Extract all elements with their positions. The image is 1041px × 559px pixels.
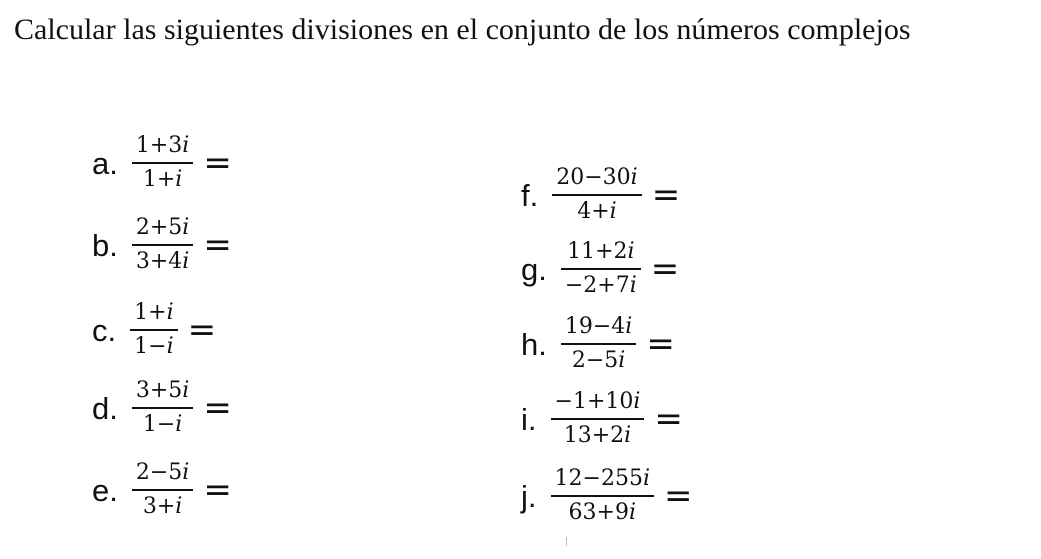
- equals-sign: =: [203, 470, 232, 510]
- fraction-denominator: 13+2i: [563, 423, 632, 448]
- fraction-numerator: 12−255i: [554, 466, 650, 491]
- fraction-denominator: 1+i: [142, 167, 183, 192]
- exercise-letter: b.: [92, 227, 118, 263]
- exercise-item: [521, 461, 692, 531]
- equals-sign: =: [646, 324, 675, 364]
- exercise-letter: e.: [92, 472, 118, 508]
- exercise-letter: g.: [521, 251, 547, 287]
- equals-sign: =: [654, 399, 683, 439]
- fraction-numerator: 2+5i: [135, 215, 190, 240]
- fraction-denominator: 3+i: [142, 494, 183, 519]
- exercise-item: [92, 373, 232, 443]
- exercise-item: [521, 309, 675, 379]
- exercise-item: [521, 234, 679, 304]
- equals-sign: =: [203, 225, 232, 265]
- fraction-numerator: 19−4i: [564, 314, 633, 339]
- equals-sign: =: [650, 249, 680, 289]
- exercise-letter: f.: [521, 177, 539, 213]
- fraction-numerator: 11+2i: [567, 239, 635, 264]
- fraction: [132, 378, 193, 438]
- fraction-numerator: 2−5i: [135, 460, 190, 485]
- fraction: [552, 165, 641, 225]
- exercise-item: [92, 295, 216, 365]
- fraction-numerator: 20−30i: [556, 165, 638, 190]
- exercise-letter: a.: [92, 145, 118, 181]
- fraction-numerator: −1+10i: [554, 389, 641, 414]
- fraction: [130, 300, 177, 360]
- fraction-denominator: 1−i: [134, 334, 174, 359]
- fraction-denominator: 2−5i: [571, 348, 626, 373]
- fraction-denominator: −2+7i: [564, 273, 637, 298]
- equals-sign: =: [203, 143, 232, 183]
- fraction-denominator: 1−i: [142, 412, 183, 437]
- exercise-letter: h.: [521, 326, 547, 362]
- exercise-letter: j.: [521, 478, 537, 514]
- exercise-item: [521, 384, 683, 454]
- equals-sign: =: [663, 476, 693, 516]
- exercise-item: [521, 160, 680, 230]
- exercise-item: [92, 128, 232, 198]
- exercise-letter: d.: [92, 390, 118, 426]
- fraction: [132, 133, 193, 193]
- equals-sign: =: [651, 175, 681, 215]
- exercise-letter: i.: [521, 401, 537, 437]
- fraction-numerator: 1+3i: [135, 133, 190, 158]
- exercise-letter: c.: [92, 312, 117, 348]
- fraction: [132, 215, 193, 275]
- page-title: Calcular las siguientes divisiones en el conjunto de los números complejos: [14, 13, 911, 46]
- fraction-denominator: 63+9i: [568, 500, 636, 525]
- exercise-item: [92, 455, 232, 525]
- fraction: [561, 314, 636, 374]
- fraction-denominator: 3+4i: [135, 249, 190, 274]
- fraction-denominator: 4+i: [577, 199, 617, 224]
- text-cursor-mark: [566, 537, 567, 546]
- fraction-numerator: 1+i: [134, 300, 174, 325]
- fraction: [132, 460, 193, 520]
- fraction: [561, 239, 641, 299]
- equals-sign: =: [187, 310, 217, 350]
- exercise-item: [92, 210, 232, 280]
- equals-sign: =: [203, 388, 232, 428]
- fraction: [551, 389, 645, 449]
- fraction-numerator: 3+5i: [135, 378, 190, 403]
- fraction: [551, 466, 654, 526]
